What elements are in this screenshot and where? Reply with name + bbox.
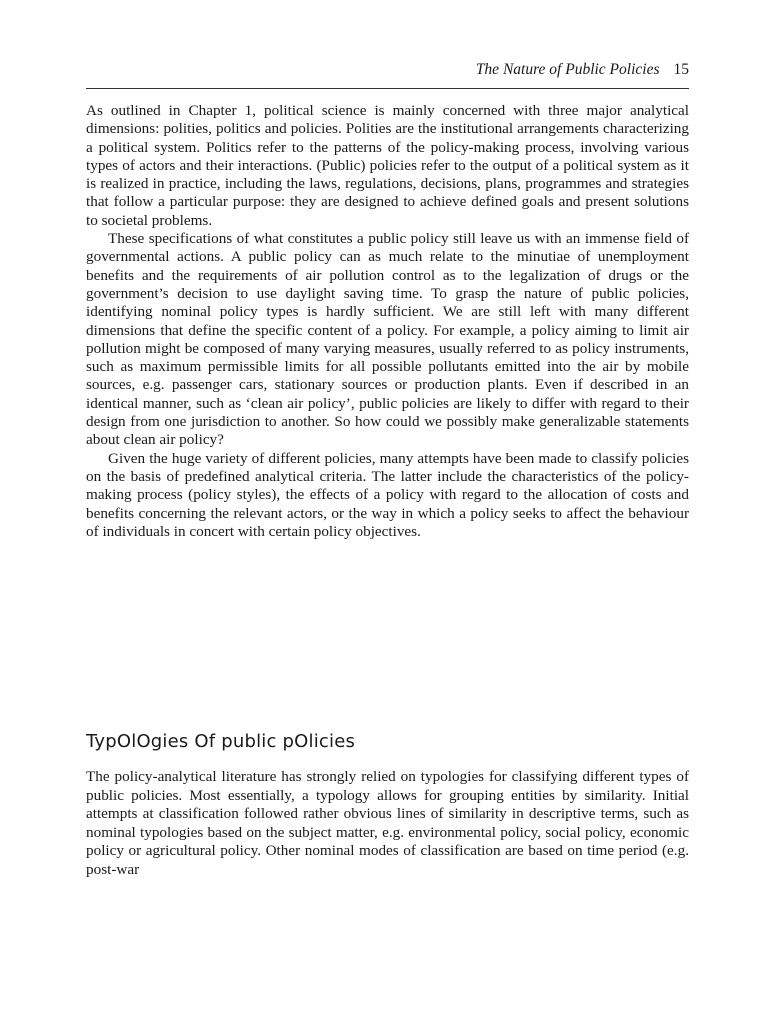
body-text [86,102,689,541]
running-head-title: The Nature of Public Policies [475,61,660,78]
section-body-text [86,768,689,880]
paragraph-2: These specifications of what constitutes a public policy still leave us with an immense field of governmental actions. A public policy can as much relate to the minutiae of unemployment benefits and the requirements of air pollution control as to the legalization of drugs or the government’s decision to use daylight saving time. To grasp the nature of public policies, identifying nominal policy types is hardly sufficient. We are still left with many different dimensions that define the specific content of a policy. For example, a policy aiming to limit air pollution might be composed of many varying measures, usually referred to as policy instruments, such as maximum permissible limits for all possible pollutants emitted into the air by mobile sources, e.g. passenger cars, stationary sources or production plants. Even if described in an identical manner, such as ‘clean air policy’, public policies are likely to differ with regard to their design from one jurisdiction to another. So how could we possibly make generalizable statements about clean air policy? [86,230,689,449]
page-number: 15 [673,61,689,78]
header-rule [86,88,689,89]
section-paragraph-1: The policy-analytical literature has strongly relied on typologies for classifying different types of public policies. Most essentially, a typology allows for grouping entities by similarity. Initial attempts at classification followed rather obvious lines of similarity in descriptive terms, such as nominal typologies based on the subject matter, e.g. environmental policy, social policy, economic policy or agricultural policy. Other nominal modes of classification are based on time period (e.g. post-war [86,768,689,878]
running-head [476,60,689,80]
paragraph-1: As outlined in Chapter 1, political science is mainly concerned with three major analytical dimensions: polities, politics and policies. Polities are the institutional arrangements characterizing a political system. Politics refer to the patterns of the policy-making process, involving various types of actors and their interactions. (Public) policies refer to the output of a political system as it is realized in practice, including the laws, regulations, decisions, plans, programmes and strategies that follow a particular purpose: they are designed to achieve defined goals and present solutions to societal problems. [86,102,689,229]
section-heading: TypOlOgies Of public pOlicies [86,731,356,752]
book-page [86,0,689,1024]
paragraph-3: Given the huge variety of different policies, many attempts have been made to classify policies on the basis of predefined analytical criteria. The latter include the characteristics of the policy-making process (policy styles), the effects of a policy with regard to the allocation of costs and benefits concerning the relevant actors, or the way in which a policy seeks to affect the behaviour of individuals in concert with certain policy objectives. [86,449,689,540]
